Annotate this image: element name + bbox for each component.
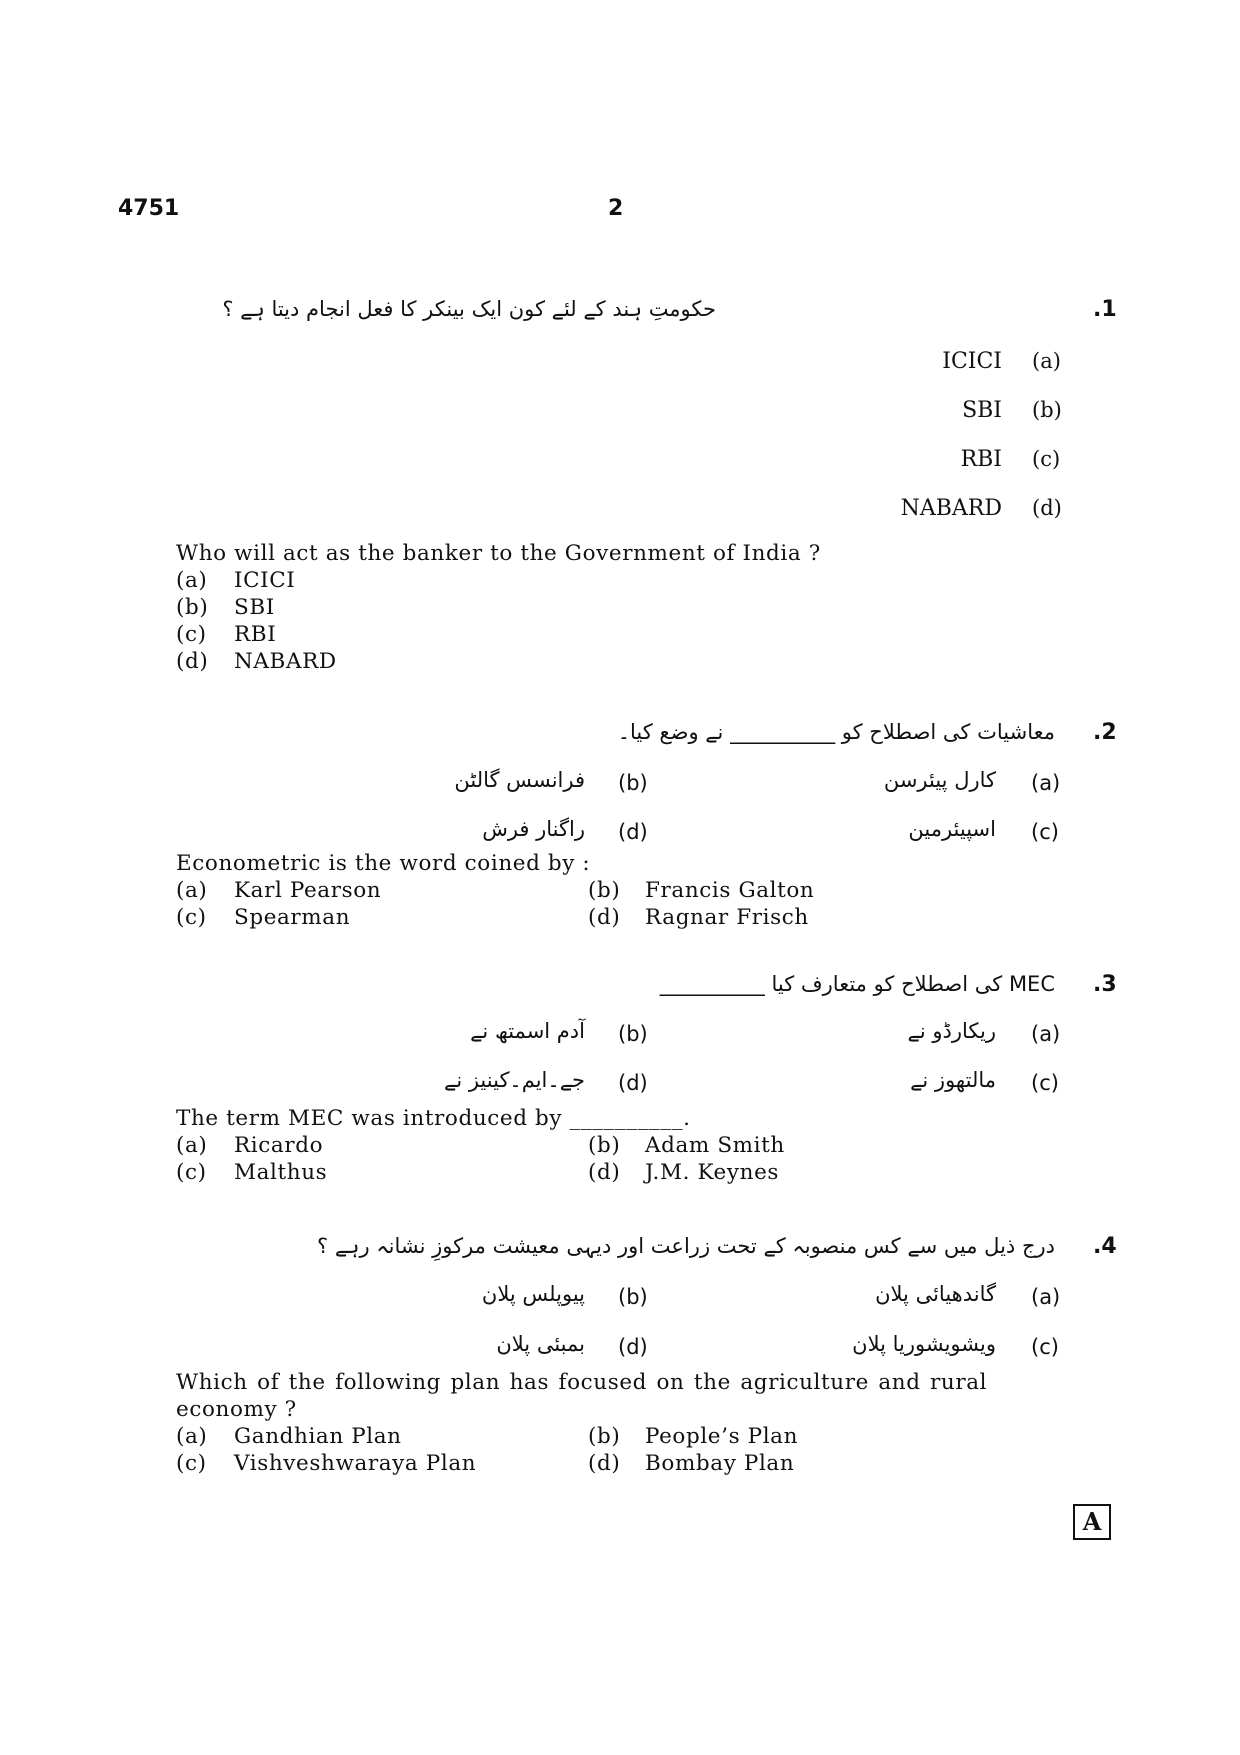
urdu-option-text: گاندھیائی پلان — [875, 1282, 996, 1306]
urdu-option-text: RBI — [960, 447, 1002, 472]
urdu-option-text: آدم اسمتھ نے — [470, 1019, 585, 1043]
option-label: (c) — [176, 1451, 207, 1476]
option-text: Adam Smith — [645, 1133, 785, 1158]
option-text: Spearman — [234, 905, 351, 930]
urdu-option-text: پیوپلس پلان — [481, 1282, 585, 1306]
option-text: SBI — [234, 595, 275, 620]
urdu-option-label: (d) — [618, 1071, 648, 1095]
urdu-option-label: (c) — [1031, 1071, 1059, 1095]
urdu-option-text: مالتھوز نے — [910, 1068, 996, 1092]
option-text: Malthus — [234, 1160, 328, 1185]
urdu-option-label: (b) — [618, 771, 648, 795]
urdu-option-text: SBI — [962, 398, 1002, 423]
urdu-option-label: (b) — [618, 1022, 648, 1046]
urdu-option-text: فرانسس گالٹن — [454, 768, 585, 792]
urdu-option-label: (c) — [1031, 820, 1059, 844]
urdu-option-text: ریکارڈو نے — [907, 1019, 996, 1043]
urdu-option-text: راگنار فرش — [482, 817, 585, 841]
urdu-option-text: بمبئی پلان — [496, 1332, 585, 1356]
option-label: (b) — [588, 1424, 621, 1449]
urdu-option-label: (d) — [1032, 496, 1062, 520]
series-box: A — [1073, 1504, 1111, 1540]
question-english: Who will act as the banker to the Government of India ? — [176, 541, 821, 566]
question-urdu: درج ذیل میں سے کس منصوبہ کے تحت زراعت اور دیہی معیشت مرکوزِ نشانہ رہے ؟ — [317, 1234, 1055, 1258]
urdu-option-label: (b) — [618, 1285, 648, 1309]
question-urdu: حکومتِ ہند کے لئے کون ایک بینکر کا فعل انجام دیتا ہے ؟ — [222, 297, 716, 321]
option-text: People’s Plan — [645, 1424, 799, 1449]
question-number: .4 — [1093, 1234, 1117, 1259]
option-text: Gandhian Plan — [234, 1424, 402, 1449]
option-label: (b) — [588, 1133, 621, 1158]
option-label: (a) — [176, 878, 208, 903]
option-text: Karl Pearson — [234, 878, 382, 903]
option-text: ICICI — [234, 568, 296, 593]
option-text: Bombay Plan — [645, 1451, 795, 1476]
option-label: (a) — [176, 1424, 208, 1449]
urdu-option-label: (a) — [1031, 1285, 1061, 1309]
urdu-option-text: اسپیئرمین — [908, 817, 996, 841]
page-number: 2 — [608, 196, 624, 221]
question-urdu: MEC کی اصطلاح کو متعارف کیا __________ — [659, 972, 1055, 996]
urdu-option-text: ویشویشوریا پلان — [852, 1332, 996, 1356]
option-label: (a) — [176, 568, 208, 593]
question-number: .2 — [1093, 720, 1117, 745]
question-english: The term MEC was introduced by __________. — [176, 1106, 691, 1131]
urdu-option-label: (a) — [1032, 349, 1061, 373]
option-text: Francis Galton — [645, 878, 815, 903]
option-text: Vishveshwaraya Plan — [234, 1451, 477, 1476]
option-text: J.M. Keynes — [645, 1160, 780, 1185]
question-number: .1 — [1093, 297, 1117, 322]
paper-code: 4751 — [118, 196, 180, 221]
urdu-option-label: (c) — [1032, 447, 1061, 471]
urdu-option-label: (d) — [618, 820, 648, 844]
question-english: Econometric is the word coined by : — [176, 851, 591, 876]
question-english-continued: economy ? — [176, 1397, 297, 1422]
option-label: (b) — [176, 595, 209, 620]
urdu-option-text: جے۔ایم۔کینیز نے — [444, 1068, 585, 1092]
urdu-option-label: (b) — [1032, 398, 1062, 422]
urdu-option-label: (a) — [1031, 1022, 1061, 1046]
option-label: (d) — [176, 649, 209, 674]
option-label: (c) — [176, 622, 207, 647]
option-label: (d) — [588, 905, 621, 930]
option-label: (d) — [588, 1160, 621, 1185]
option-text: Ragnar Frisch — [645, 905, 809, 930]
urdu-option-text: NABARD — [900, 496, 1002, 521]
option-label: (d) — [588, 1451, 621, 1476]
option-text: NABARD — [234, 649, 337, 674]
question-english: Which of the following plan has focused on the agriculture and rural — [176, 1370, 988, 1395]
urdu-option-label: (c) — [1031, 1335, 1059, 1359]
urdu-option-text: کارل پیئرسن — [883, 768, 996, 792]
option-label: (a) — [176, 1133, 208, 1158]
urdu-option-label: (d) — [618, 1335, 648, 1359]
option-label: (c) — [176, 1160, 207, 1185]
option-text: RBI — [234, 622, 277, 647]
question-number: .3 — [1093, 972, 1117, 997]
urdu-option-text: ICICI — [942, 349, 1002, 374]
option-label: (b) — [588, 878, 621, 903]
question-urdu: معاشیات کی اصطلاح کو __________ نے وضع کیا۔ — [617, 720, 1055, 744]
urdu-option-label: (a) — [1031, 771, 1061, 795]
option-label: (c) — [176, 905, 207, 930]
option-text: Ricardo — [234, 1133, 324, 1158]
